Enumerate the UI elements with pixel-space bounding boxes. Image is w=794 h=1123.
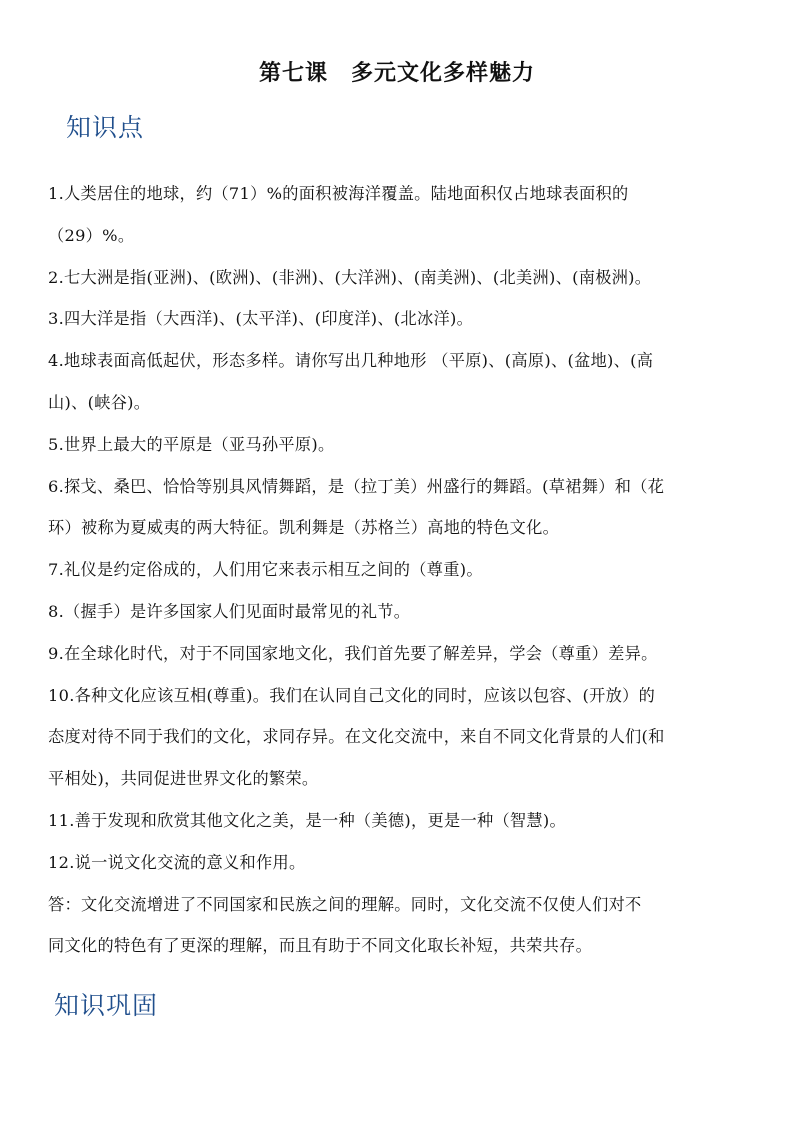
text-line: 9.在全球化时代，对于不同国家地文化，我们首先要了解差异，学会（尊重）差异。: [48, 643, 658, 663]
knowledge-points-body: [48, 173, 778, 967]
text-line: 4.地球表面高低起伏，形态多样。请你写出几种地形 （平原)、(高原)、(盆地)、(高: [48, 351, 654, 371]
text-line: 态度对待不同于我们的文化，求同存异。在文化交流中，来自不同文化背景的人们(和: [48, 727, 665, 747]
text-line: 山)、(峡谷)。: [48, 392, 151, 412]
section-heading-consolidation: 知识巩固: [54, 991, 159, 1020]
text-line: 5.世界上最大的平原是（亚马孙平原)。: [48, 434, 335, 454]
text-line: 平相处)，共同促进世界文化的繁荣。: [48, 769, 319, 789]
text-line: 10.各种文化应该互相(尊重)。我们在认同自己文化的同时，应该以包容、(开放）的: [48, 685, 656, 705]
text-line: 环）被称为夏威夷的两大特征。凯利舞是（苏格兰）高地的特色文化。: [48, 518, 560, 538]
text-line: （29）%。: [48, 225, 135, 245]
text-line: 7.礼仪是约定俗成的，人们用它来表示相互之间的（尊重)。: [48, 560, 483, 580]
answer-line: 同文化的特色有了更深的理解，而且有助于不同文化取长补短，共荣共存。: [48, 936, 593, 956]
text-line: 1.人类居住的地球，约（71）%的面积被海洋覆盖。陆地面积仅占地球表面积的: [48, 184, 629, 203]
text-line: 12.说一说文化交流的意义和作用。: [48, 852, 306, 872]
text-line: 8.（握手）是许多国家人们见面时最常见的礼节。: [48, 601, 411, 621]
text-line: 2.七大洲是指(亚洲)、(欧洲)、(非洲)、(大洋洲)、(南美洲)、(北美洲)、(南极洲)。: [48, 267, 652, 287]
page-title: 第七课 多元文化多样魅力: [258, 60, 535, 86]
text-line: 6.探戈、桑巴、恰恰等别具风情舞蹈，是（拉丁美）州盛行的舞蹈。(草裙舞）和（花: [48, 476, 665, 496]
section-heading-knowledge-points: 知识点: [66, 113, 145, 142]
text-line: 11.善于发现和欣赏其他文化之美，是一种（美德)，更是一种（智慧)。: [48, 810, 567, 830]
text-line: 3.四大洋是指（大西洋)、(太平洋)、(印度洋)、(北冰洋)。: [48, 309, 474, 329]
answer-line: 答：文化交流增进了不同国家和民族之间的理解。同时，文化交流不仅使人们对不: [48, 894, 642, 914]
